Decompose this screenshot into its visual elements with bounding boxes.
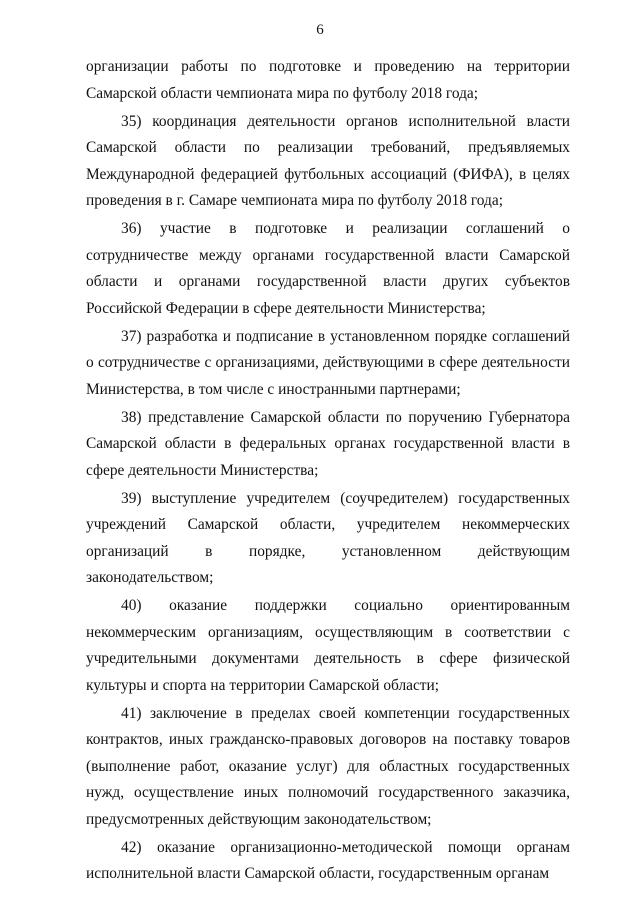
- paragraph-item-41: 41) заключение в пределах своей компетенции государственных контрактов, иных гражданско-правовых договоров на поставку товаров (выполнение работ, оказание услуг) для областных государственных нужд, осуществление иных полномочий государственного заказчика, предусмотренных действующим законодательством;: [86, 704, 570, 828]
- document-body: [86, 54, 570, 889]
- paragraph-item-40: 40) оказание поддержки социально ориентированным некоммерческим организациям, осуществляющим в соответствии с учредительными документами деятельность в сфере физической культуры и спорта на территории Самарской области;: [86, 597, 570, 694]
- paragraph-item-36: 36) участие в подготовке и реализации соглашений о сотрудничестве между органами государственной власти Самарской области и органами государственной власти других субъектов Российской Федерации в сфере деятельности Министерства;: [86, 220, 570, 317]
- paragraph-item-42: 42) оказание организационно-методической помощи органам исполнительной власти Самарской области, государственным органам: [86, 838, 570, 882]
- paragraph-item-37: 37) разработка и подписание в установленном порядке соглашений о сотрудничестве с организациями, действующими в сфере деятельности Министерства, в том числе с иностранными партнерами;: [86, 327, 570, 398]
- page-number: 6: [316, 22, 324, 38]
- paragraph-item-39: 39) выступление учредителем (соучредителем) государственных учреждений Самарской области, учредителем некоммерческих организаций в порядке, установленном действующим законодательством;: [86, 489, 570, 586]
- paragraph-item-35: 35) координация деятельности органов исполнительной власти Самарской области по реализации требований, предъявляемых Международной федерацией футбольных ассоциаций (ФИФА), в целях проведения в г. Самаре чемпионата мира по футболу 2018 года;: [86, 112, 570, 209]
- paragraph-item-38: 38) представление Самарской области по поручению Губернатора Самарской области в федеральных органах государственной власти в сфере деятельности Министерства;: [86, 408, 570, 479]
- paragraph-continuation: организации работы по подготовке и проведению на территории Самарской области чемпионата мира по футболу 2018 года;: [86, 58, 570, 102]
